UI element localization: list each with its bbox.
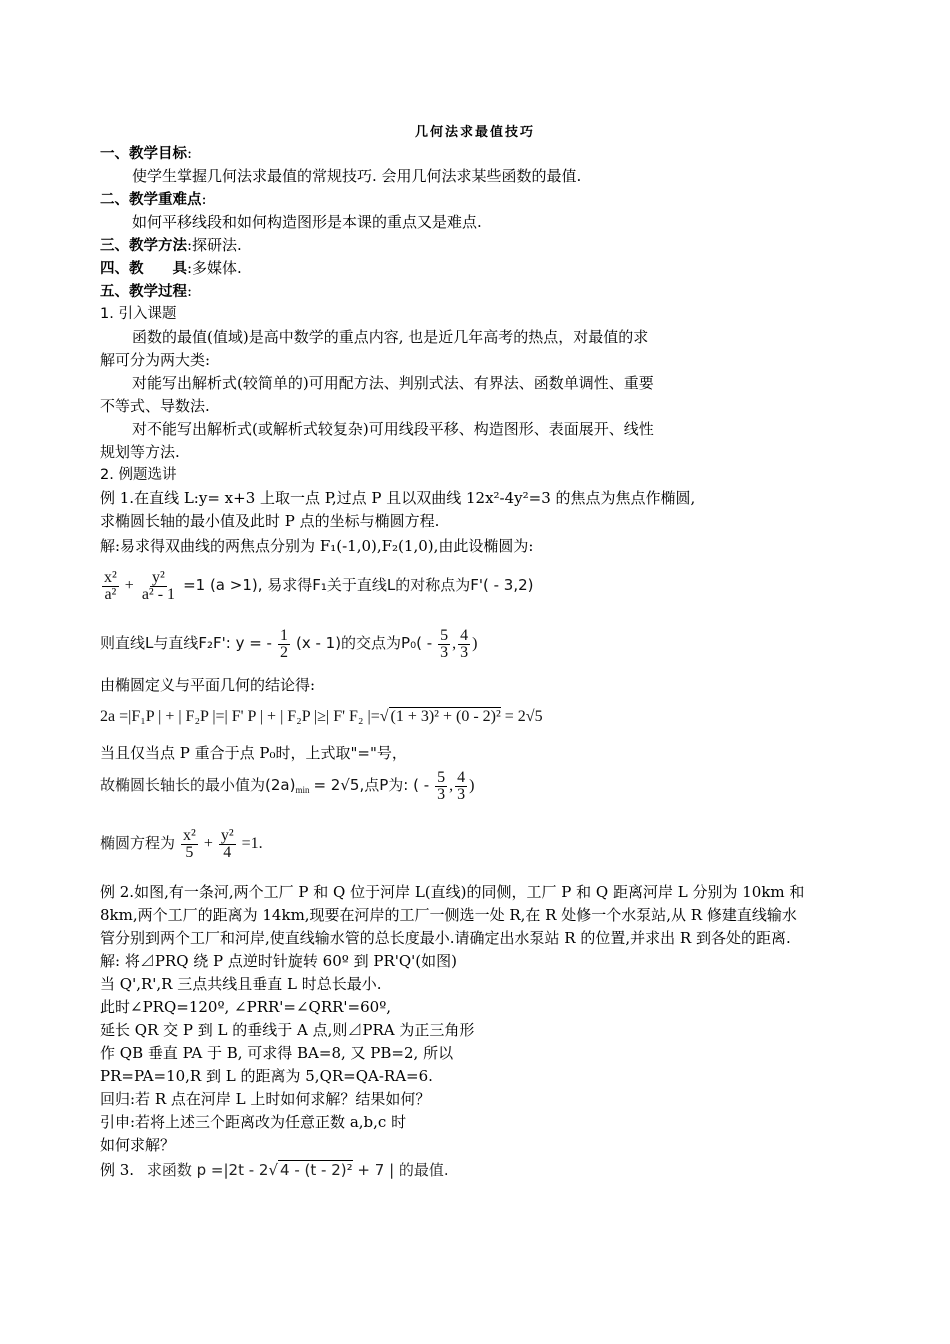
formula-ellipse-equation: 椭圆方程为 $\frac{\text{x²}}{5}$ + $\frac{\text{y²}}{4}$ =1.: [100, 827, 263, 861]
example2-line: 8km,两个工厂的距离为 14km,现要在河岸的工厂一侧选一处 R,在 R 处修一个水泵站,从 R 修建直线输水: [100, 906, 797, 924]
section-tools: 四、教 具:多媒体.: [100, 259, 242, 277]
solution-line: 当且仅当点 P 重合于点 P₀时，上式取"="号，: [100, 744, 407, 762]
example3-line: 例 3. 求函数 p =|2t - 2√ 4 - (t - 2)² + 7 | 的最值.: [100, 1161, 449, 1179]
formula-minimum: 故椭圆长轴长的最小值为$(2a)_{min} = 2√5$,点P为: ( - $\frac{5}{3}$ , $\frac{4}{3}$ ): [100, 769, 475, 803]
formula-ellipse-setup: $\frac{\text{x²}}{\text{a²}}$ + $\frac{\text{y²}}{\text{a² - 1}}$ =1 (a >1), 易求得F₁关于直线L的对称点为F'( - 3,2): [104, 569, 534, 603]
formula-inequality: 2a =|F₁P | + | F₂P |=| F' P | + | F₂P |≥| F' F₂ |=√ (1 + 3)² + (0 - 2)² = 2√5: [100, 708, 543, 725]
part1-heading: 1. 引入课题: [100, 306, 177, 322]
example1-line: 求椭圆长轴的最小值及此时 P 点的坐标与椭圆方程.: [100, 512, 440, 530]
fraction: $\frac{1}{2}$: [279, 627, 288, 661]
section-heading: 三、教学方法: [100, 238, 187, 254]
fraction: $\frac{\text{x²}}{5}$: [183, 827, 196, 861]
part2-heading: 2. 例题选讲: [100, 467, 177, 483]
solution-line: PR=PA=10,R 到 L 的距离为 5,QR=QA-RA=6.: [100, 1067, 433, 1085]
solution-line: 由椭圆定义与平面几何的结论得:: [100, 676, 316, 694]
paragraph-line: 不等式、导数法.: [100, 397, 210, 415]
solution-line: 回归:若 R 点在河岸 L 上时如何求解？结果如何？: [100, 1090, 431, 1108]
fraction: $\frac{5}{3}$: [437, 769, 446, 803]
key-points-body: 如何平移线段和如何构造图形是本课的重点又是难点.: [132, 213, 482, 231]
section-heading: 四、教 具: [100, 261, 187, 277]
solution-line: 解:易求得双曲线的两焦点分别为 F₁(-1,0),F₂(1,0),由此设椭圆为:: [100, 537, 534, 555]
objectives-body: 使学生掌握几何法求最值的常规技巧. 会用几何法求某些函数的最值.: [132, 167, 582, 185]
paragraph-line: 函数的最值(值域)是高中数学的重点内容, 也是近几年高考的热点，对最值的求: [132, 328, 649, 346]
fraction: $\frac{4}{3}$: [457, 769, 466, 803]
paragraph-line: 规划等方法.: [100, 443, 180, 461]
example2-line: 管分别到两个工厂和河岸,使直线输水管的总长度最小.请确定出水泵站 R 的位置,并求出 R 到各处的距离.: [100, 929, 791, 947]
example1-line: 例 1.在直线 L:y= x+3 上取一点 P,过点 P 且以双曲线 12x²-4y²=3 的焦点为焦点作椭圆,: [100, 489, 696, 507]
solution-line: 当 Q',R',R 三点共线且垂直 L 时总长最小.: [100, 975, 382, 993]
fraction: $\frac{\text{x²}}{\text{a²}}$: [104, 569, 117, 603]
section-method: 三、教学方法:探研法.: [100, 236, 242, 254]
section-key-points: 二、教学重难点:: [100, 190, 207, 208]
fraction: $\frac{\text{y²}}{4}$: [220, 827, 234, 861]
formula-example3: 求函数 p =|2t - 2√ 4 - (t - 2)² + 7 | 的最值.: [146, 1161, 449, 1179]
paragraph-line: 对能写出解析式(较简单的)可用配方法、判别式法、有界法、函数单调性、重要: [132, 374, 654, 392]
solution-line: 如何求解？: [100, 1136, 176, 1154]
paragraph-line: 对不能写出解析式(或解析式较复杂)可用线段平移、构造图形、表面展开、线性: [132, 420, 654, 438]
example2-line: 例 2.如图,有一条河,两个工厂 P 和 Q 位于河岸 L(直线)的同侧，工厂 P 和 Q 距离河岸 L 分别为 10km 和: [100, 883, 805, 901]
section-heading: 二、教学重难点: [100, 192, 202, 208]
section-heading: 五、教学过程: [100, 284, 187, 300]
solution-line: 此时∠PRQ=120º, ∠PRR'=∠QRR'=60º,: [100, 998, 392, 1016]
solution-line: 引申:若将上述三个距离改为任意正数 a,b,c 时: [100, 1113, 407, 1131]
section-objectives: 一、教学目标:: [100, 144, 193, 162]
section-heading: 一、教学目标: [100, 146, 187, 162]
page-title: 几何法求最值技巧: [414, 125, 535, 140]
fraction: $\frac{4}{3}$: [460, 627, 469, 661]
fraction: $\frac{5}{3}$: [440, 627, 449, 661]
fraction: $\frac{\text{y²}}{\text{a² - 1}}$: [141, 569, 176, 603]
paragraph-line: 解可分为两大类:: [100, 351, 211, 369]
formula-intersection: 则直线L与直线F₂F': y = - $\frac{1}{2}$ (x - 1)的交点为P₀( - $\frac{5}{3}$ , $\frac{4}{3}$ ): [100, 627, 478, 661]
section-process: 五、教学过程:: [100, 282, 193, 300]
solution-line: 作 QB 垂直 PA 于 B, 可求得 BA=8, 又 PB=2, 所以: [100, 1044, 454, 1062]
solution-line: 延长 QR 交 P 到 L 的垂线于 A 点,则⊿PRA 为正三角形: [100, 1021, 475, 1039]
solution-line: 解: 将⊿PRQ 绕 P 点逆时针旋转 60º 到 PR'Q'(如图): [100, 952, 457, 970]
